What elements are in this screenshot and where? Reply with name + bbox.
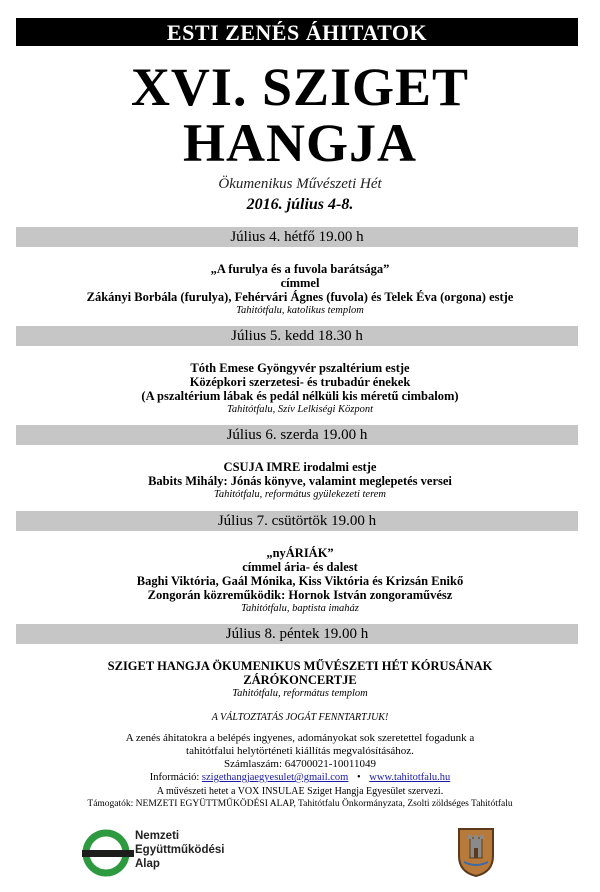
event-date-bar-2: Július 5. kedd 18.30 h <box>16 326 578 346</box>
event-2-location: Tahitótfalu, Szív Lelkiségi Központ <box>226 404 374 415</box>
main-title-line2: HANGJA <box>183 113 417 173</box>
event-1-line-3: Zákányi Borbála (furulya), Fehérvári Ágnes (fuvola) és Telek Éva (orgona) estje <box>86 290 514 304</box>
event-date-bar-1: Július 4. hétfő 19.00 h <box>16 227 578 247</box>
event-1-line-1: „A furulya és a fuvola barátsága” <box>210 262 390 276</box>
nea-logo-text <box>135 829 224 871</box>
event-4-location: Tahitótfalu, baptista imaház <box>241 603 359 614</box>
event-1-location: Tahitótfalu, katolikus templom <box>236 305 364 316</box>
organizer-line: A művészeti hetet a VOX INSULAE Sziget Hangja Egyesület szervezi. <box>156 786 444 797</box>
event-1-line-2: címmel <box>280 276 320 290</box>
event-5-location: Tahitótfalu, református templom <box>232 688 368 699</box>
event-2-line-1: Tóth Emese Gyöngyvér pszaltérium estje <box>190 361 410 375</box>
event-4 <box>0 546 600 615</box>
admission-info <box>0 732 600 771</box>
event-5-line-1: SZIGET HANGJA ÖKUMENIKUS MŰVÉSZETI HÉT KÓRUSÁNAK <box>107 659 493 673</box>
account-number: Számlaszám: 64700021-10011049 <box>223 758 377 770</box>
municipal-crest-icon <box>456 826 496 878</box>
nea-logo-line-3: Alap <box>135 858 160 870</box>
festival-dates: 2016. július 4-8. <box>246 196 354 213</box>
event-3-line-1: CSUJA IMRE irodalmi estje <box>223 460 377 474</box>
sponsors-line: Támogatók: NEMZETI EGYÜTTMŰKÖDÉSI ALAP, Tahitótfalu Önkormányzata, Zsolti zöldséges Tahitótfalu <box>87 799 513 809</box>
admission-info-line-1: A zenés áhitatokra a belépés ingyenes, adományokat sok szeretettel fogadunk a <box>125 732 475 744</box>
event-3-location: Tahitótfalu, református gyülekezeti terem <box>213 489 387 500</box>
contact-line <box>0 772 600 783</box>
contact-label: Információ: <box>149 772 200 783</box>
nea-logo-line-1: Nemzeti <box>135 830 180 842</box>
top-banner: ESTI ZENÉS ÁHITATOK <box>16 18 578 46</box>
email-link[interactable]: szigethangjaegyesulet@gmail.com <box>201 772 349 783</box>
event-1 <box>0 262 600 317</box>
nea-logo-line-2: Együttműködési <box>135 844 225 856</box>
event-2-line-3: (A pszaltérium lábak és pedál nélküli kis méretű cimbalom) <box>141 389 459 403</box>
event-3 <box>0 460 600 501</box>
event-4-line-1: „nyÁRIÁK” <box>266 546 334 560</box>
website-link[interactable]: www.tahitotfalu.hu <box>369 772 451 783</box>
reservation-notice: A VÁLTOZTATÁS JOGÁT FENNTARTJUK! <box>211 712 389 723</box>
main-title-line1: XVI. SZIGET <box>130 57 470 117</box>
event-3-line-2: Babits Mihály: Jónás könyve, valamint meglepetés versei <box>148 474 452 488</box>
event-4-line-2: címmel ária- és dalest <box>242 560 358 574</box>
event-2-line-2: Középkori szerzetesi- és trubadúr énekek <box>189 375 411 389</box>
event-date-bar-3: Július 6. szerda 19.00 h <box>16 425 578 445</box>
event-5-line-2: ZÁRÓKONCERTJE <box>243 673 357 687</box>
admission-info-line-2: tahitótfalui helytörténeti kiállítás megvalósításához. <box>186 745 414 757</box>
subtitle: Ökumenikus Művészeti Hét <box>218 176 382 192</box>
event-date-bar-5: Július 8. péntek 19.00 h <box>16 624 578 644</box>
event-5 <box>0 659 600 700</box>
event-4-line-3: Baghi Viktória, Gaál Mónika, Kiss Viktória és Krizsán Enikő <box>136 574 464 588</box>
event-2 <box>0 361 600 416</box>
separator-bullet: • <box>356 772 361 783</box>
event-4-line-4: Zongorán közreműködik: Hornok István zongoraművész <box>147 588 453 602</box>
event-date-bar-4: Július 7. csütörtök 19.00 h <box>16 511 578 531</box>
